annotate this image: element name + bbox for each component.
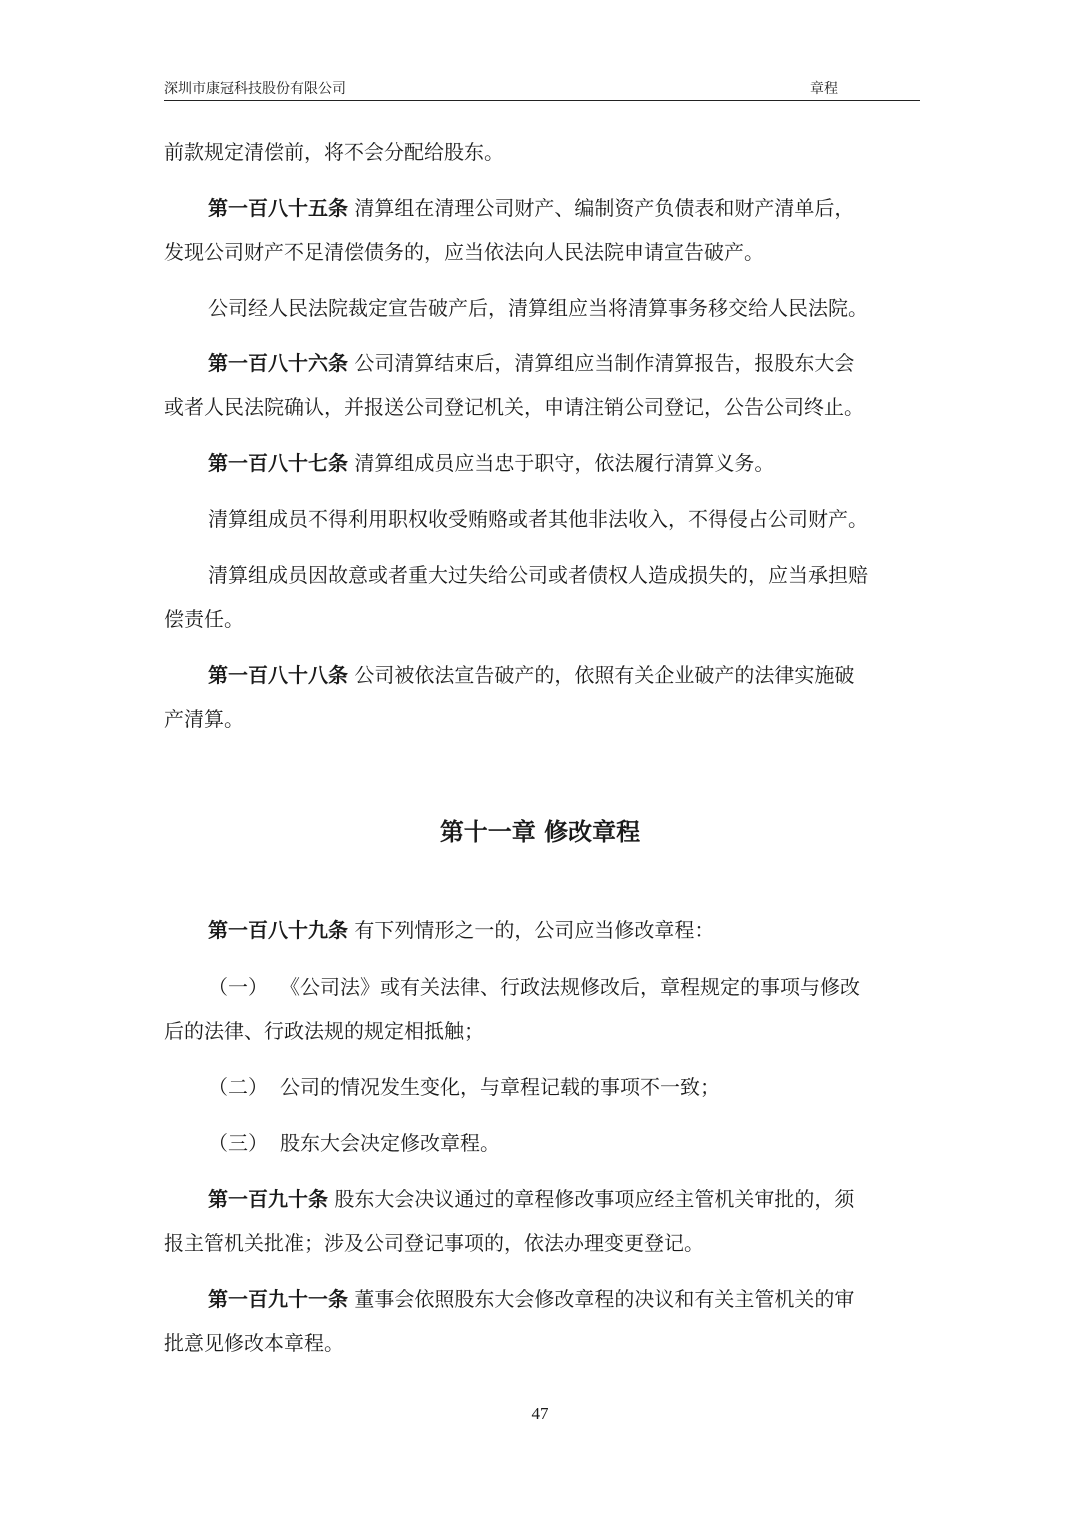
header-doc-type: 章程 [810,81,838,97]
enum-label: （一） [208,975,268,999]
article-text: 清算组成员应当忠于职守，依法履行清算义务。 [348,451,775,475]
article-191 [164,1289,920,1309]
paragraph-line: 前款规定清偿前，将不会分配给股东。 [164,140,504,164]
paragraph-line: 或者人民法院确认，并报送公司登记机关，申请注销公司登记，公告公司终止。 [164,395,864,419]
enum-item-3 [164,1133,920,1153]
article-title: 第一百八十七条 [208,451,348,475]
paragraph-line: 产清算。 [164,707,244,731]
paragraph-line: 公司经人民法院裁定宣告破产后，清算组应当将清算事务移交给人民法院。 [208,296,868,320]
article-text: 公司清算结束后，清算组应当制作清算报告，报股东大会 [348,351,855,375]
paragraph-line: 清算组成员因故意或者重大过失给公司或者债权人造成损失的，应当承担赔 [208,563,868,587]
article-text: 公司被依法宣告破产的，依照有关企业破产的法律实施破 [348,663,855,687]
article-188 [164,665,920,685]
article-text: 董事会依照股东大会修改章程的决议和有关主管机关的审 [348,1287,855,1311]
article-186 [164,353,920,373]
article-189 [164,920,920,940]
header-company-name: 深圳市康冠科技股份有限公司 [164,81,346,97]
article-text: 清算组在清理公司财产、编制资产负债表和财产清单后， [348,196,855,220]
enum-text: 公司的情况发生变化，与章程记载的事项不一致； [280,1075,720,1099]
enum-item-1 [164,977,920,997]
article-title: 第一百八十五条 [208,196,348,220]
article-190 [164,1189,920,1209]
paragraph-line: 清算组成员不得利用职权收受贿赂或者其他非法收入，不得侵占公司财产。 [208,507,868,531]
paragraph-line: 报主管机关批准；涉及公司登记事项的，依法办理变更登记。 [164,1231,704,1255]
article-title: 第一百九十条 [208,1187,328,1211]
article-text: 有下列情形之一的，公司应当修改章程： [348,918,715,942]
article-text: 股东大会决议通过的章程修改事项应经主管机关审批的，须 [328,1187,855,1211]
article-187 [164,453,920,473]
paragraph-line: 发现公司财产不足清偿债务的，应当依法向人民法院申请宣告破产。 [164,240,764,264]
enum-text: 股东大会决定修改章程。 [280,1131,500,1155]
page-header [164,76,920,101]
paragraph-line: 批意见修改本章程。 [164,1331,344,1355]
enum-item-2 [164,1077,920,1097]
page-number: 47 [531,1404,549,1423]
article-title: 第一百八十六条 [208,351,348,375]
enum-label: （三） [208,1131,268,1155]
enum-text: 《公司法》或有关法律、行政法规修改后，章程规定的事项与修改 [280,975,860,999]
article-title: 第一百八十九条 [208,918,348,942]
enum-label: （二） [208,1075,268,1099]
article-title: 第一百九十一条 [208,1287,348,1311]
article-title: 第一百八十八条 [208,663,348,687]
paragraph-line: 偿责任。 [164,607,244,631]
paragraph-line: 后的法律、行政法规的规定相抵触； [164,1019,484,1043]
chapter-heading: 第十一章 修改章程 [439,817,641,846]
article-185 [164,198,920,218]
